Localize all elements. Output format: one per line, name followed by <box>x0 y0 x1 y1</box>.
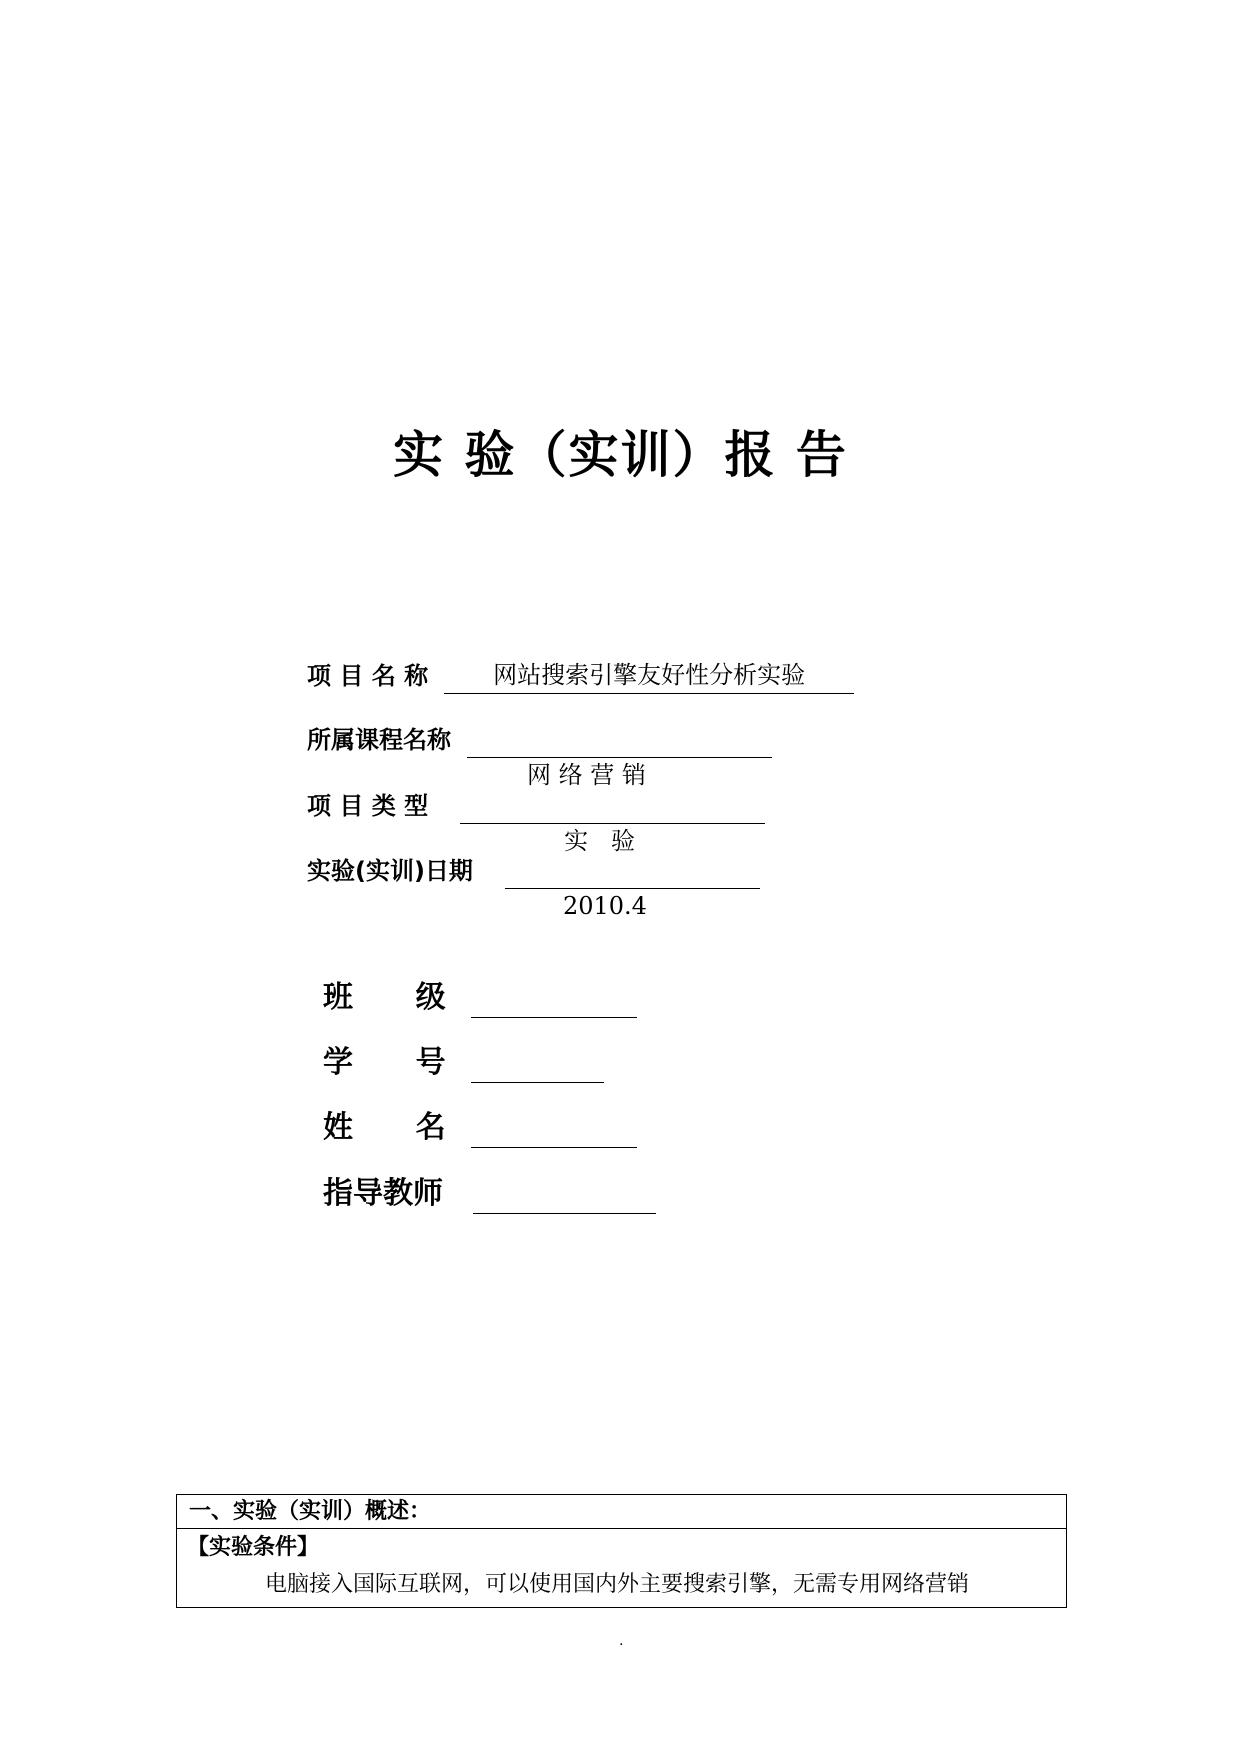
project-type-row <box>307 780 765 855</box>
project-name-label: 项 目 名 称 <box>307 662 429 690</box>
page-mark: . <box>619 1633 624 1649</box>
course-name-row <box>307 714 772 789</box>
instructor-row <box>323 1168 656 1214</box>
overview-heading: 一、实验（实训）概述： <box>177 1495 1066 1529</box>
experiment-conditions-heading: 【实验条件】 <box>187 1535 320 1560</box>
student-id-label: 学 号 <box>323 1045 446 1080</box>
instructor-label: 指导教师 <box>323 1176 443 1211</box>
experiment-conditions-text: 电脑接入国际互联网，可以使用国内外主要搜索引擎，无需专用网络营销 <box>265 1572 970 1597</box>
course-name-field <box>467 721 772 789</box>
experiment-date-field <box>505 852 760 920</box>
experiment-date-value: 2010.4 <box>562 892 647 920</box>
name-row <box>323 1102 637 1148</box>
student-id-blank <box>471 1052 604 1083</box>
student-id-row <box>323 1037 604 1083</box>
instructor-blank <box>473 1183 656 1214</box>
class-blank <box>471 987 637 1018</box>
project-name-row <box>307 650 854 694</box>
course-name-value: 网 络 营 销 <box>527 761 646 789</box>
project-type-value: 实 验 <box>564 827 635 855</box>
project-type-label: 项 目 类 型 <box>307 792 429 820</box>
class-row <box>323 972 637 1018</box>
overview-body <box>177 1529 1066 1607</box>
report-title: 实 验（实训）报 告 <box>393 426 848 484</box>
name-label: 姓 名 <box>323 1110 446 1145</box>
course-name-label: 所属课程名称 <box>307 726 451 754</box>
class-label: 班 级 <box>323 980 446 1015</box>
project-name-value: 网站搜索引擎友好性分析实验 <box>444 657 854 694</box>
overview-table <box>176 1494 1067 1608</box>
experiment-date-row <box>307 845 760 920</box>
experiment-date-label: 实验(实训)日期 <box>307 857 473 885</box>
name-blank <box>471 1117 637 1148</box>
project-type-field <box>460 787 765 855</box>
